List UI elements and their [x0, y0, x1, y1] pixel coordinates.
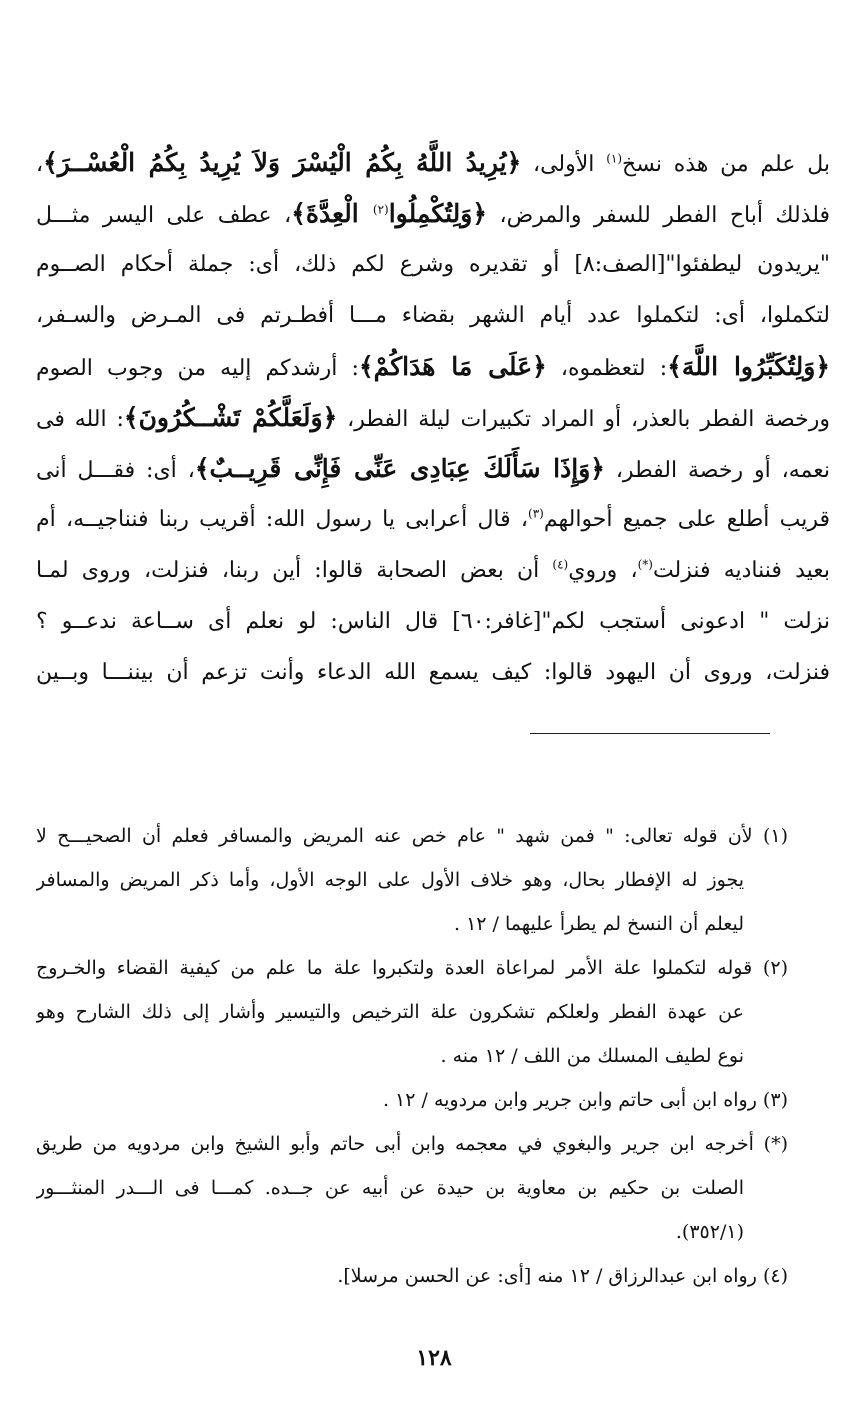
footnote: [36, 1122, 788, 1254]
body-text-span: ، أى: فقـــل أنى: [36, 458, 195, 483]
footnote-line: (٣٥٢/١).: [675, 1221, 744, 1243]
footnote-marker: (٣): [528, 506, 544, 521]
body-text-span: نزلت " ادعونى أستجب لكم"[غافر:٦٠] قال الناس: لو نعلم أى ســاعة ندعــو ؟: [36, 609, 830, 634]
body-line: [36, 647, 830, 698]
body-text-span: أن بعض الصحابة قالوا: أين ربنا، فنزلت، وروى لمـا: [36, 558, 553, 583]
body-text-span: فنزلت، وروى أن اليهود قالوا: كيف يسمع الله الدعاء وأنت تزعم أن بيننـــا وبــين: [36, 660, 830, 685]
footnote-marker: (١): [606, 151, 623, 166]
footnote-line: (٤) رواه ابن عبدالرزاق / ١٢ منه [أى: عن الحسن مرسلا].: [337, 1265, 788, 1287]
body-text-span: : الله فى: [36, 407, 124, 432]
footnote: [36, 1078, 788, 1122]
body-line: [36, 188, 830, 239]
footnote-marker: (*): [637, 557, 653, 572]
main-text-block: [36, 137, 830, 698]
footnote-line: عن عهدة الفطر ولعلكم تشكرون علة الترخيص والتيسير وأشار إلى ذلك الشارح وهو: [36, 1001, 744, 1023]
body-line: [36, 596, 830, 647]
quran-verse: ﴿وَلِتُكَبِّرُوا اللَّهَ﴾: [667, 352, 830, 381]
body-line: [36, 341, 830, 392]
footnote-line: نوع لطيف المسلك من اللف / ١٢ منه .: [440, 1045, 744, 1067]
footnote: [36, 814, 788, 946]
footnote: [36, 1254, 788, 1298]
body-line: [36, 545, 830, 596]
quran-verse: ﴿وَلِتُكْمِلُوا: [388, 199, 488, 228]
quran-verse: ﴿يُرِيدُ اللَّهُ بِكُمُ الْيُسْرَ وَلاَ يُرِيدُ بِكُمُ الْعُسْــرَ﴾: [43, 148, 522, 177]
body-text-span: ، قال أعرابى يا رسول الله: أقريب ربنا فنناجيــه، أم: [36, 507, 529, 532]
body-text-span: : أرشدكم إليه من وجوب الصوم: [36, 356, 359, 381]
body-text-span: قريب أطلع على جميع أحوالهم: [543, 507, 830, 532]
body-text-span: نعمه، أو رخصة الفطر،: [604, 458, 830, 483]
body-text-span: : لتعظموه،: [546, 356, 668, 381]
body-line: [36, 443, 830, 494]
footnote-marker: (٢): [372, 202, 389, 217]
footnote-line: (١) لأن قوله تعالى: " فمن شهد " عام خص عنه المريض والمسافر فعلم أن الصحيـــح لا: [36, 825, 788, 847]
footnotes-block: [36, 814, 788, 1298]
body-text-span: ، عطف على اليسر مثـــل: [36, 203, 292, 228]
body-text-span: بل علم من هذه نسخ: [622, 152, 830, 177]
body-text-span: لتكملوا، أى: لتكملوا عدد أيام الشهر بقضاء مـــا أفطـرتم فى المـرض والسـفر،: [36, 303, 830, 328]
quran-verse: ﴿عَلَى مَا هَدَاكُمْ﴾: [358, 352, 547, 381]
footnote-line: (٢) قوله لتكملوا علة الأمر لمراعاة العدة ولتكبروا علة ما علم من كيفية القضاء والخـروج: [36, 957, 788, 979]
footnote-line: (*) أخرجه ابن جرير والبغوي في معجمه وابن أبى حاتم وأبو الشيخ وابن مردويه من طريق: [36, 1133, 788, 1155]
quran-verse: ﴿وَإِذَا سَأَلَكَ عِبَادِى عَنِّى فَإِنِّى قَرِيــبٌ﴾: [194, 454, 605, 483]
footnote: [36, 946, 788, 1078]
body-text-span: بعيد فنناديه فنزلت: [652, 558, 830, 583]
body-text-span: "يريدون ليطفئوا"[الصف:٨] أو تقديره وشرع لكم ذلك، أى: جملة أحكام الصــوم: [36, 252, 830, 277]
footnote-line: الصلت بن حكيم بن معاوية بن حيدة عن أبيه عن جــده. كمـــا فى الـــدر المنثـــور: [36, 1177, 744, 1199]
body-line: [36, 137, 830, 188]
footnote-line: يجوز له الإفطار بحال، وهو خلاف الأول على الوجه الأول، وأما ذكر المريض والمسافر: [36, 869, 744, 891]
body-text-span: الأولى،: [521, 152, 607, 177]
page-number: ١٢٨: [416, 1345, 452, 1371]
footnote-line: (٣) رواه ابن أبى حاتم وابن جرير وابن مردويه / ١٢ .: [382, 1089, 788, 1111]
body-line: [36, 290, 830, 341]
body-text-span: ، وروي: [568, 558, 638, 583]
footnote-line: ليعلم أن النسخ لم يطرأ عليهما / ١٢ .: [453, 913, 744, 935]
body-text-span: فلذلك أباح الفطر للسفر والمرض،: [487, 203, 830, 228]
body-line: [36, 239, 830, 290]
footnote-marker: (٤): [552, 557, 569, 572]
quran-verse: الْعِدَّةَ﴾: [291, 199, 373, 228]
body-line: [36, 494, 830, 545]
footnote-separator-rule: [530, 733, 770, 734]
body-line: [36, 392, 830, 443]
quran-verse: ﴿وَلَعَلَّكُمْ تَشْــكُرُونَ﴾: [123, 403, 338, 432]
body-text-span: ،: [36, 152, 44, 177]
body-text-span: ورخصة الفطر بالعذر، أو المراد تكبيرات ليلة الفطر،: [337, 407, 830, 432]
